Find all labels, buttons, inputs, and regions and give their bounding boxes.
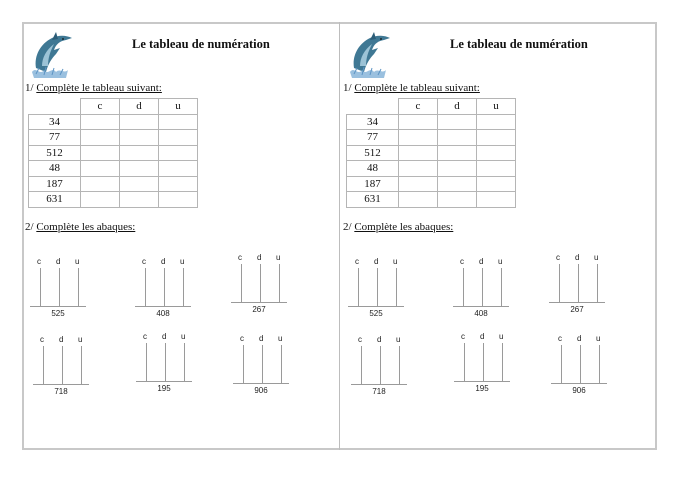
abacus-label-d: d: [56, 257, 61, 266]
answer-cell-c[interactable]: [399, 161, 438, 177]
abacus-rod-c: [241, 264, 242, 302]
abacus-label-u: u: [396, 335, 401, 344]
table-corner-cell: [347, 99, 399, 115]
table-row: [347, 161, 516, 177]
abacus-label-d: d: [377, 335, 382, 344]
answer-cell-d[interactable]: [438, 192, 477, 208]
abacus-base: [135, 306, 191, 307]
abacus-base: [453, 306, 509, 307]
dolphin-icon: [30, 28, 74, 78]
abacus-rod-c: [559, 264, 560, 302]
table-row: [347, 130, 516, 146]
abacus-base: [136, 381, 192, 382]
abacus-label-d: d: [577, 334, 582, 343]
table-row: [347, 114, 516, 130]
abacus-label-d: d: [374, 257, 379, 266]
abacus-rod-d: [377, 268, 378, 306]
answer-cell-d[interactable]: [120, 161, 159, 177]
abacus-label-u: u: [498, 257, 503, 266]
abacus-base: [231, 302, 287, 303]
abacus-rod-c: [243, 345, 244, 383]
abacus-base: [30, 306, 86, 307]
abacus-label-u: u: [499, 332, 504, 341]
answer-cell-d[interactable]: [120, 114, 159, 130]
abacus-rod-c: [146, 343, 147, 381]
answer-cell-u[interactable]: [159, 161, 198, 177]
abacus-rod-c: [561, 345, 562, 383]
abacus-rod-c: [43, 346, 44, 384]
abacus[interactable]: [453, 257, 513, 319]
table-row: [347, 176, 516, 192]
abacus[interactable]: [233, 334, 293, 396]
abacus-label-c: c: [358, 335, 362, 344]
abacus[interactable]: [348, 257, 408, 319]
answer-cell-d[interactable]: [438, 145, 477, 161]
answer-cell-d[interactable]: [120, 130, 159, 146]
table-corner-cell: [29, 99, 81, 115]
abacus-rod-c: [464, 343, 465, 381]
abacus-value: 906: [572, 386, 586, 395]
abacus-rod-d: [59, 268, 60, 306]
answer-cell-c[interactable]: [399, 114, 438, 130]
column-header-d: d: [120, 99, 159, 115]
number-cell: 187: [29, 176, 81, 192]
answer-cell-u[interactable]: [159, 114, 198, 130]
dolphin-icon: [348, 28, 392, 78]
abacus-value: 718: [372, 387, 386, 396]
abacus-label-c: c: [355, 257, 359, 266]
number-cell: 187: [347, 176, 399, 192]
abacus-rod-u: [183, 268, 184, 306]
abacus[interactable]: [549, 253, 609, 315]
exercise-number: 2/: [25, 221, 34, 233]
abacus-label-c: c: [142, 257, 146, 266]
number-cell: 34: [29, 114, 81, 130]
abacus-label-d: d: [480, 332, 485, 341]
exercise-number: 1/: [25, 82, 34, 94]
table-row: [29, 192, 198, 208]
answer-cell-c[interactable]: [81, 161, 120, 177]
answer-cell-d[interactable]: [438, 130, 477, 146]
table-row: [347, 192, 516, 208]
abacus-rod-d: [164, 268, 165, 306]
number-cell: 512: [347, 145, 399, 161]
abacus-label-u: u: [596, 334, 601, 343]
abacus-label-d: d: [479, 257, 484, 266]
page-title: Le tableau de numération: [450, 37, 588, 51]
answer-cell-c[interactable]: [81, 145, 120, 161]
abacus-value: 718: [54, 387, 68, 396]
abacus-rod-c: [361, 346, 362, 384]
answer-cell-d[interactable]: [120, 145, 159, 161]
abacus[interactable]: [231, 253, 291, 315]
abacus-label-c: c: [143, 332, 147, 341]
abacus[interactable]: [33, 335, 93, 397]
abacus-rod-d: [62, 346, 63, 384]
abacus-label-c: c: [238, 253, 242, 262]
answer-cell-u[interactable]: [159, 145, 198, 161]
abacus-rod-d: [580, 345, 581, 383]
abacus-label-d: d: [257, 253, 262, 262]
answer-cell-u[interactable]: [477, 114, 516, 130]
abacus-value: 195: [157, 384, 171, 393]
exercise-instruction: Complète le tableau suivant:: [36, 82, 162, 94]
column-header-d: d: [438, 99, 477, 115]
abacus-rod-d: [260, 264, 261, 302]
answer-cell-d[interactable]: [438, 176, 477, 192]
abacus[interactable]: [351, 335, 411, 397]
abacus-base: [33, 384, 89, 385]
answer-cell-c[interactable]: [399, 145, 438, 161]
table-row: [29, 176, 198, 192]
abacus-label-d: d: [59, 335, 64, 344]
abacus-value: 906: [254, 386, 268, 395]
abacus-base: [551, 383, 607, 384]
abacus-rod-u: [281, 345, 282, 383]
abacus-rod-c: [358, 268, 359, 306]
answer-cell-u[interactable]: [477, 130, 516, 146]
abacus-value: 408: [474, 309, 488, 318]
exercise-instruction: Complète les abaques:: [36, 221, 136, 233]
abacus-base: [233, 383, 289, 384]
abacus-label-c: c: [37, 257, 41, 266]
abacus-label-u: u: [180, 257, 185, 266]
abacus-label-u: u: [393, 257, 398, 266]
abacus-label-u: u: [181, 332, 186, 341]
abacus-label-c: c: [460, 257, 464, 266]
worksheet-right: [340, 22, 657, 450]
column-header-u: u: [159, 99, 198, 115]
abacus-rod-d: [262, 345, 263, 383]
abacus-rod-d: [578, 264, 579, 302]
numeration-table: [28, 98, 198, 208]
abacus[interactable]: [136, 332, 196, 394]
answer-cell-u[interactable]: [477, 176, 516, 192]
number-cell: 631: [347, 192, 399, 208]
abacus-rod-u: [599, 345, 600, 383]
abacus-label-u: u: [594, 253, 599, 262]
number-cell: 48: [347, 161, 399, 177]
answer-cell-d[interactable]: [120, 192, 159, 208]
abacus-label-c: c: [240, 334, 244, 343]
table-header-row: [347, 99, 516, 115]
number-cell: 512: [29, 145, 81, 161]
abacus-value: 267: [570, 305, 584, 314]
table-row: [29, 114, 198, 130]
exercise-2-heading: [25, 221, 135, 233]
answer-cell-c[interactable]: [81, 192, 120, 208]
abacus-label-d: d: [162, 332, 167, 341]
abacus-label-c: c: [558, 334, 562, 343]
table-row: [29, 145, 198, 161]
abacus[interactable]: [30, 257, 90, 319]
abacus-label-u: u: [276, 253, 281, 262]
abacus[interactable]: [135, 257, 195, 319]
number-cell: 48: [29, 161, 81, 177]
answer-cell-u[interactable]: [477, 145, 516, 161]
abacus-rod-u: [501, 268, 502, 306]
answer-cell-d[interactable]: [438, 114, 477, 130]
abacus-value: 267: [252, 305, 266, 314]
numeration-table: [346, 98, 516, 208]
abacus-rod-u: [81, 346, 82, 384]
abacus-label-c: c: [556, 253, 560, 262]
abacus-value: 195: [475, 384, 489, 393]
abacus-rod-u: [502, 343, 503, 381]
exercise-number: 2/: [343, 221, 352, 233]
answer-cell-c[interactable]: [399, 192, 438, 208]
abacus-label-u: u: [78, 335, 83, 344]
number-cell: 77: [347, 130, 399, 146]
page-title: Le tableau de numération: [132, 37, 270, 51]
answer-cell-c[interactable]: [81, 130, 120, 146]
abacus-rod-u: [184, 343, 185, 381]
answer-cell-d[interactable]: [438, 161, 477, 177]
number-cell: 631: [29, 192, 81, 208]
number-cell: 34: [347, 114, 399, 130]
abacus-rod-u: [279, 264, 280, 302]
abacus-rod-u: [399, 346, 400, 384]
abacus-rod-u: [597, 264, 598, 302]
abacus-label-u: u: [278, 334, 283, 343]
answer-cell-u[interactable]: [159, 192, 198, 208]
abacus-rod-c: [40, 268, 41, 306]
abacus-label-d: d: [161, 257, 166, 266]
answer-cell-u[interactable]: [477, 192, 516, 208]
answer-cell-c[interactable]: [399, 130, 438, 146]
table-row: [347, 145, 516, 161]
abacus-base: [454, 381, 510, 382]
abacus-rod-c: [463, 268, 464, 306]
answer-cell-c[interactable]: [81, 114, 120, 130]
abacus-base: [549, 302, 605, 303]
exercise-1-heading: [343, 82, 480, 94]
column-header-c: c: [81, 99, 120, 115]
abacus-value: 525: [51, 309, 65, 318]
abacus-label-u: u: [75, 257, 80, 266]
abacus-rod-c: [145, 268, 146, 306]
exercise-number: 1/: [343, 82, 352, 94]
exercise-2-heading: [343, 221, 453, 233]
answer-cell-c[interactable]: [399, 176, 438, 192]
abacus-label-c: c: [461, 332, 465, 341]
abacus-value: 408: [156, 309, 170, 318]
column-header-u: u: [477, 99, 516, 115]
abacus-base: [348, 306, 404, 307]
abacus-label-d: d: [259, 334, 264, 343]
table-header-row: [29, 99, 198, 115]
abacus-rod-d: [165, 343, 166, 381]
answer-cell-u[interactable]: [159, 176, 198, 192]
abacus-rod-u: [78, 268, 79, 306]
column-header-c: c: [399, 99, 438, 115]
exercise-1-heading: [25, 82, 162, 94]
exercise-instruction: Complète les abaques:: [354, 221, 454, 233]
abacus[interactable]: [454, 332, 514, 394]
table-row: [29, 161, 198, 177]
abacus-label-d: d: [575, 253, 580, 262]
abacus[interactable]: [551, 334, 611, 396]
abacus-base: [351, 384, 407, 385]
abacus-rod-u: [396, 268, 397, 306]
abacus-rod-d: [380, 346, 381, 384]
answer-cell-u[interactable]: [477, 161, 516, 177]
answer-cell-c[interactable]: [81, 176, 120, 192]
abacus-rod-d: [482, 268, 483, 306]
answer-cell-u[interactable]: [159, 130, 198, 146]
worksheet-left: [22, 22, 339, 450]
table-row: [29, 130, 198, 146]
number-cell: 77: [29, 130, 81, 146]
answer-cell-d[interactable]: [120, 176, 159, 192]
abacus-value: 525: [369, 309, 383, 318]
exercise-instruction: Complète le tableau suivant:: [354, 82, 480, 94]
abacus-label-c: c: [40, 335, 44, 344]
abacus-rod-d: [483, 343, 484, 381]
